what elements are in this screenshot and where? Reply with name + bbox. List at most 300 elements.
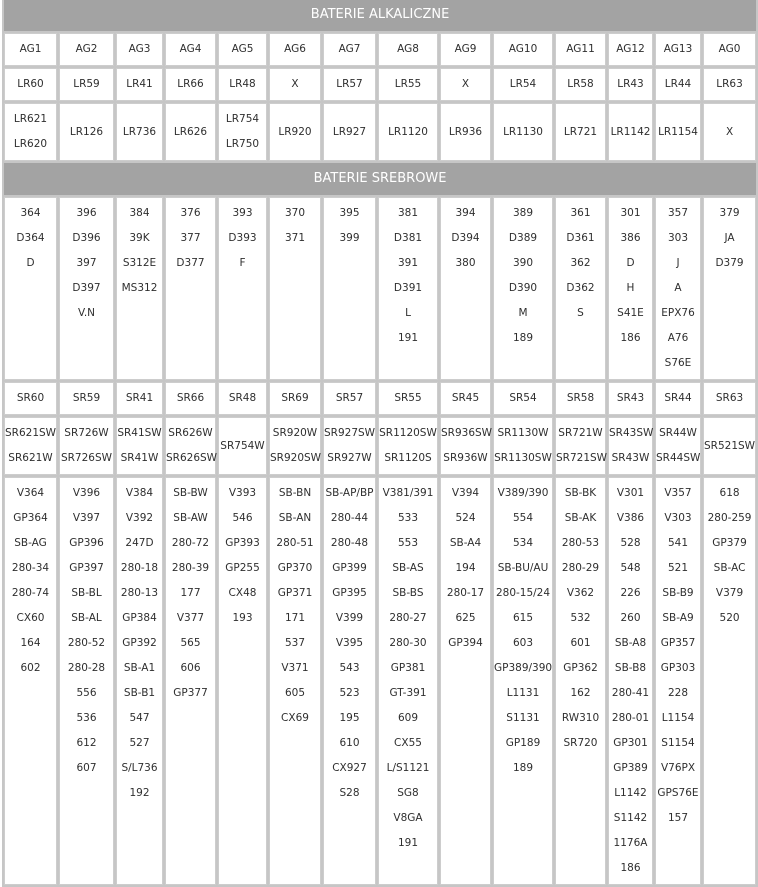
battery-code: 524: [455, 512, 476, 524]
battery-code: SR621W: [8, 452, 53, 464]
battery-code: V364: [16, 487, 45, 499]
battery-code: 394: [455, 207, 476, 219]
section-header-row: [4, 163, 756, 195]
battery-code: LR55: [394, 78, 422, 90]
table-cell: [655, 382, 701, 415]
battery-code: 534: [512, 537, 534, 549]
battery-code: 280-29: [561, 562, 600, 574]
battery-code: GP384: [122, 612, 157, 624]
battery-code: V371: [281, 662, 309, 674]
battery-code: GP255: [225, 562, 260, 574]
table-row: [4, 197, 756, 380]
battery-code: L1131: [506, 687, 540, 699]
table-cell: [165, 417, 216, 475]
battery-code: SB-BN: [278, 487, 312, 499]
table-cell: [269, 33, 321, 66]
battery-code: SR626W: [168, 427, 213, 439]
battery-code: S312E: [122, 257, 157, 269]
table-cell: [493, 382, 553, 415]
battery-code: 362: [570, 257, 591, 269]
battery-code: D379: [715, 257, 744, 269]
battery-code: 280-18: [120, 562, 159, 574]
battery-code: 528: [620, 537, 641, 549]
table-cell: [4, 477, 57, 885]
battery-code: 605: [284, 687, 306, 699]
battery-code: V303: [664, 512, 692, 524]
table-cell: [269, 197, 321, 380]
table-cell: [608, 68, 653, 101]
battery-code: LR41: [126, 78, 153, 90]
battery-code: D394: [451, 232, 480, 244]
battery-code: 280-259: [707, 512, 752, 524]
battery-code: D364: [16, 232, 45, 244]
battery-code: SB-B8: [614, 662, 647, 674]
table-cell: [269, 382, 321, 415]
table-cell: [323, 103, 376, 161]
table-cell: [59, 103, 114, 161]
battery-code: SB-AP/BP: [325, 487, 374, 499]
battery-code: 390: [512, 257, 534, 269]
battery-code: 171: [284, 612, 306, 624]
battery-code: L/S1121: [386, 762, 430, 774]
table-cell: [59, 417, 114, 475]
battery-code: LR927: [332, 125, 367, 138]
battery-code: 399: [339, 232, 360, 244]
battery-code: SR754W: [220, 439, 265, 452]
battery-code: D: [626, 257, 635, 269]
battery-code: LR626: [173, 125, 208, 138]
battery-code: 532: [570, 612, 591, 624]
table-cell: [555, 68, 606, 101]
battery-code: RW310: [561, 712, 600, 724]
table-cell: [493, 477, 553, 885]
battery-code: SR1130SW: [494, 452, 552, 464]
battery-code: 612: [76, 737, 97, 749]
table-cell: [165, 103, 216, 161]
battery-code: D390: [508, 282, 538, 294]
battery-code: 247D: [125, 537, 154, 549]
battery-code: 1176A: [613, 837, 648, 849]
battery-code: AG1: [19, 43, 42, 55]
battery-code: 280-74: [11, 587, 50, 599]
battery-code: 280-53: [561, 537, 600, 549]
battery-code: 357: [667, 207, 689, 219]
battery-code: 280-17: [446, 587, 485, 599]
battery-code: SR920W: [272, 427, 318, 439]
battery-code: LR58: [567, 78, 594, 90]
table-cell: [218, 417, 267, 475]
table-cell: [378, 382, 438, 415]
battery-code: LR57: [336, 78, 363, 90]
battery-code: AG9: [454, 43, 477, 55]
table-cell: [269, 417, 321, 475]
battery-code: D: [26, 257, 35, 269]
table-cell: [218, 382, 267, 415]
battery-code: 162: [570, 687, 591, 699]
table-cell: [4, 33, 57, 66]
table-cell: [608, 197, 653, 380]
battery-code: V399: [335, 612, 364, 624]
battery-code: 192: [129, 787, 150, 799]
table-cell: [555, 477, 606, 885]
battery-code: SR936SW: [441, 427, 493, 439]
table-cell: [4, 197, 57, 380]
battery-code: SR44W: [659, 427, 697, 439]
battery-code: 189: [512, 332, 534, 344]
battery-code: LR920: [278, 125, 312, 138]
battery-code: SB-AK: [564, 512, 597, 524]
battery-code: X: [725, 125, 734, 138]
battery-code: 384: [129, 207, 150, 219]
battery-code: 520: [719, 612, 740, 624]
battery-code: 565: [180, 637, 201, 649]
battery-code: SB-BK: [564, 487, 597, 499]
battery-code: D381: [393, 232, 423, 244]
battery-code: AG8: [397, 43, 419, 55]
battery-code: V392: [125, 512, 154, 524]
battery-code: GP370: [277, 562, 313, 574]
battery-code: SR44SW: [656, 452, 701, 464]
table-cell: [165, 197, 216, 380]
battery-code: 164: [20, 637, 41, 649]
table-cell: [323, 33, 376, 66]
section-header-row: [4, 0, 756, 31]
battery-code: 280-51: [276, 537, 314, 549]
battery-code: V384: [125, 487, 154, 499]
battery-code: SR54: [509, 392, 537, 404]
battery-code: D393: [228, 232, 257, 244]
table-cell: [655, 33, 701, 66]
battery-code: 195: [339, 712, 360, 724]
table-cell: [378, 417, 438, 475]
battery-code: V379: [715, 587, 744, 599]
battery-code: 543: [339, 662, 360, 674]
battery-code: 536: [76, 712, 97, 724]
battery-code: SB-A8: [614, 637, 647, 649]
battery-code: 280-13: [120, 587, 159, 599]
table-cell: [378, 103, 438, 161]
table-cell: [555, 382, 606, 415]
battery-code: LR621: [13, 113, 48, 125]
battery-code: 191: [397, 837, 419, 849]
table-cell: [440, 417, 491, 475]
battery-code: S1154: [661, 737, 695, 749]
battery-code: 280-27: [389, 612, 427, 624]
battery-code: 607: [76, 762, 97, 774]
table-cell: [59, 197, 114, 380]
table-cell: [555, 103, 606, 161]
table-cell: [323, 197, 376, 380]
battery-code: GP364: [13, 512, 48, 524]
section-title: BATERIE ALKALICZNE: [4, 0, 756, 31]
table-cell: [440, 477, 491, 885]
battery-code: V389/390: [497, 487, 549, 499]
battery-code: S1131: [506, 712, 540, 724]
battery-code: LR736: [122, 125, 157, 138]
battery-code: AG13: [663, 43, 693, 55]
battery-code: 280-34: [11, 562, 50, 574]
battery-code: GP392: [122, 637, 157, 649]
battery-code: 521: [667, 562, 689, 574]
table-cell: [59, 382, 114, 415]
battery-code: SB-BS: [392, 587, 424, 599]
table-cell: [116, 477, 163, 885]
battery-code: V8GA: [393, 812, 423, 824]
table-cell: [655, 68, 701, 101]
table-cell: [59, 477, 114, 885]
battery-code: SR60: [16, 392, 45, 404]
battery-code: 553: [397, 537, 419, 549]
battery-code: 397: [76, 257, 97, 269]
table-cell: [703, 477, 756, 885]
battery-code: LR1142: [610, 125, 651, 138]
table-cell: [59, 68, 114, 101]
table-cell: [608, 417, 653, 475]
battery-code: SB-AC: [713, 562, 746, 574]
battery-code: 379: [719, 207, 740, 219]
battery-code: GP396: [69, 537, 104, 549]
battery-code: 280-48: [330, 537, 369, 549]
battery-code: S41E: [617, 307, 644, 319]
battery-code: 548: [620, 562, 641, 574]
battery-code: JA: [724, 232, 735, 244]
battery-code: CX48: [228, 587, 257, 599]
table-cell: [555, 33, 606, 66]
table-cell: [493, 33, 553, 66]
battery-code: AG10: [508, 43, 538, 55]
battery-code: GP395: [332, 587, 367, 599]
battery-code: LR750: [225, 138, 260, 150]
battery-code: V377: [176, 612, 205, 624]
battery-code: 177: [180, 587, 201, 599]
battery-code: AG5: [231, 43, 254, 55]
table-cell: [218, 33, 267, 66]
table-cell: [116, 103, 163, 161]
battery-code: L: [405, 307, 411, 319]
battery-code: GT-391: [389, 687, 427, 699]
table-cell: [116, 417, 163, 475]
battery-code: 280-72: [171, 537, 210, 549]
battery-code: 609: [397, 712, 419, 724]
table-row: [4, 477, 756, 885]
battery-code: SB-AS: [392, 562, 424, 574]
battery-code: SR927SW: [324, 427, 376, 439]
battery-code: S28: [339, 787, 360, 799]
table-cell: [493, 103, 553, 161]
battery-code: L1142: [614, 787, 647, 799]
battery-code: V362: [566, 587, 595, 599]
table-cell: [378, 68, 438, 101]
battery-code: 280-01: [611, 712, 650, 724]
battery-code: GP357: [660, 637, 696, 649]
table-cell: [4, 382, 57, 415]
battery-code: 39K: [129, 232, 150, 244]
battery-code: V395: [335, 637, 364, 649]
battery-code: LR1130: [503, 125, 543, 138]
battery-code: SR59: [72, 392, 101, 404]
battery-code: D389: [508, 232, 538, 244]
battery-code: SB-B1: [123, 687, 156, 699]
battery-code: SR927W: [327, 452, 372, 464]
battery-code: D391: [393, 282, 423, 294]
battery-code: D396: [72, 232, 101, 244]
table-cell: [655, 417, 701, 475]
battery-code: LR1120: [388, 125, 428, 138]
battery-code: SB-AG: [14, 537, 47, 549]
battery-code: LR43: [617, 78, 644, 90]
battery-code: 280-39: [171, 562, 210, 574]
battery-code: 537: [284, 637, 306, 649]
battery-code: AG7: [338, 43, 361, 55]
battery-code: SR55: [394, 392, 422, 404]
battery-code: 556: [76, 687, 97, 699]
table-cell: [608, 477, 653, 885]
battery-code: 280-44: [330, 512, 369, 524]
battery-code: GP371: [277, 587, 313, 599]
battery-code: SR936W: [443, 452, 488, 464]
table-cell: [269, 68, 321, 101]
battery-code: MS312: [121, 282, 158, 294]
table-cell: [703, 382, 756, 415]
table-cell: [608, 33, 653, 66]
battery-code: SR726W: [64, 427, 109, 439]
battery-code: 546: [232, 512, 253, 524]
table-cell: [440, 382, 491, 415]
battery-code: GP189: [505, 737, 541, 749]
battery-code: AG12: [616, 43, 645, 55]
battery-code: 554: [512, 512, 534, 524]
battery-code: 376: [180, 207, 201, 219]
battery-code: V386: [616, 512, 645, 524]
battery-code: CX927: [332, 762, 367, 774]
section-title: BATERIE SREBROWE: [4, 163, 756, 195]
battery-code: 396: [76, 207, 97, 219]
table-cell: [323, 477, 376, 885]
battery-code: L1154: [661, 712, 695, 724]
table-cell: [59, 33, 114, 66]
table-cell: [440, 197, 491, 380]
battery-code: V397: [72, 512, 101, 524]
battery-code: F: [239, 257, 246, 269]
table-cell: [116, 197, 163, 380]
battery-code: SR43SW: [609, 427, 654, 439]
table-cell: [4, 68, 57, 101]
battery-code: AG6: [284, 43, 306, 55]
battery-code: SR521SW: [704, 439, 756, 452]
table-cell: [218, 68, 267, 101]
battery-code: SR720: [563, 737, 598, 749]
battery-code: GP381: [390, 662, 426, 674]
table-cell: [493, 68, 553, 101]
battery-code: SB-BU/AU: [497, 562, 549, 574]
battery-code: SR66: [176, 392, 205, 404]
table-cell: [493, 197, 553, 380]
battery-code: SB-B9: [662, 587, 694, 599]
battery-code: 533: [397, 512, 419, 524]
battery-code: CX60: [16, 612, 45, 624]
battery-code: SR721SW: [556, 452, 608, 464]
table-cell: [703, 417, 756, 475]
battery-code: 377: [180, 232, 201, 244]
battery-code: SR626SW: [166, 452, 218, 464]
battery-code: SB-A1: [123, 662, 156, 674]
table-cell: [655, 103, 701, 161]
battery-code: 280-15/24: [495, 587, 551, 599]
table-cell: [323, 382, 376, 415]
table-cell: [655, 477, 701, 885]
battery-code: 603: [512, 637, 534, 649]
battery-code: SR41: [125, 392, 154, 404]
table-cell: [555, 197, 606, 380]
battery-code: LR60: [17, 78, 44, 90]
battery-code: 523: [339, 687, 360, 699]
battery-code: 601: [570, 637, 591, 649]
table-cell: [165, 382, 216, 415]
battery-code: SR1130W: [497, 427, 549, 439]
battery-code: GP377: [173, 687, 208, 699]
battery-code: GP379: [712, 537, 747, 549]
table-cell: [703, 197, 756, 380]
battery-code: 301: [620, 207, 641, 219]
battery-code: 194: [455, 562, 476, 574]
table-cell: [323, 417, 376, 475]
battery-code: 364: [20, 207, 41, 219]
table-cell: [655, 197, 701, 380]
battery-code: 189: [512, 762, 534, 774]
battery-code: LR63: [716, 78, 743, 90]
table-cell: [608, 382, 653, 415]
battery-code: D377: [176, 257, 205, 269]
battery-code: 393: [232, 207, 253, 219]
table-cell: [269, 103, 321, 161]
battery-code: X: [461, 78, 470, 90]
battery-code: 547: [129, 712, 150, 724]
battery-code: S1142: [613, 812, 648, 824]
battery-code: 303: [667, 232, 689, 244]
battery-code: SR721W: [558, 427, 603, 439]
battery-code: SR63: [715, 392, 744, 404]
battery-code: V357: [664, 487, 692, 499]
battery-code: GP393: [225, 537, 260, 549]
table-cell: [323, 68, 376, 101]
battery-code: 380: [455, 257, 476, 269]
battery-code: 193: [232, 612, 253, 624]
battery-code: SB-BL: [71, 587, 102, 599]
battery-code: SR726SW: [60, 452, 113, 464]
table-cell: [116, 382, 163, 415]
battery-code: 615: [512, 612, 534, 624]
table-cell: [440, 33, 491, 66]
battery-code: SG8: [397, 787, 419, 799]
table-cell: [703, 33, 756, 66]
battery-code: 280-30: [389, 637, 427, 649]
battery-code: AG4: [179, 43, 202, 55]
battery-code: SR920SW: [270, 452, 322, 464]
table-cell: [378, 197, 438, 380]
battery-code: 226: [620, 587, 641, 599]
table-cell: [165, 33, 216, 66]
battery-code: SR41SW: [117, 427, 162, 439]
battery-code: SB-AW: [173, 512, 208, 524]
battery-code: 381: [397, 207, 419, 219]
battery-code: LR54: [509, 78, 537, 90]
table-row: [4, 68, 756, 101]
battery-code: LR126: [69, 125, 104, 138]
battery-code: AG11: [566, 43, 595, 55]
table-cell: [378, 477, 438, 885]
table-row: [4, 382, 756, 415]
table-cell: [116, 33, 163, 66]
